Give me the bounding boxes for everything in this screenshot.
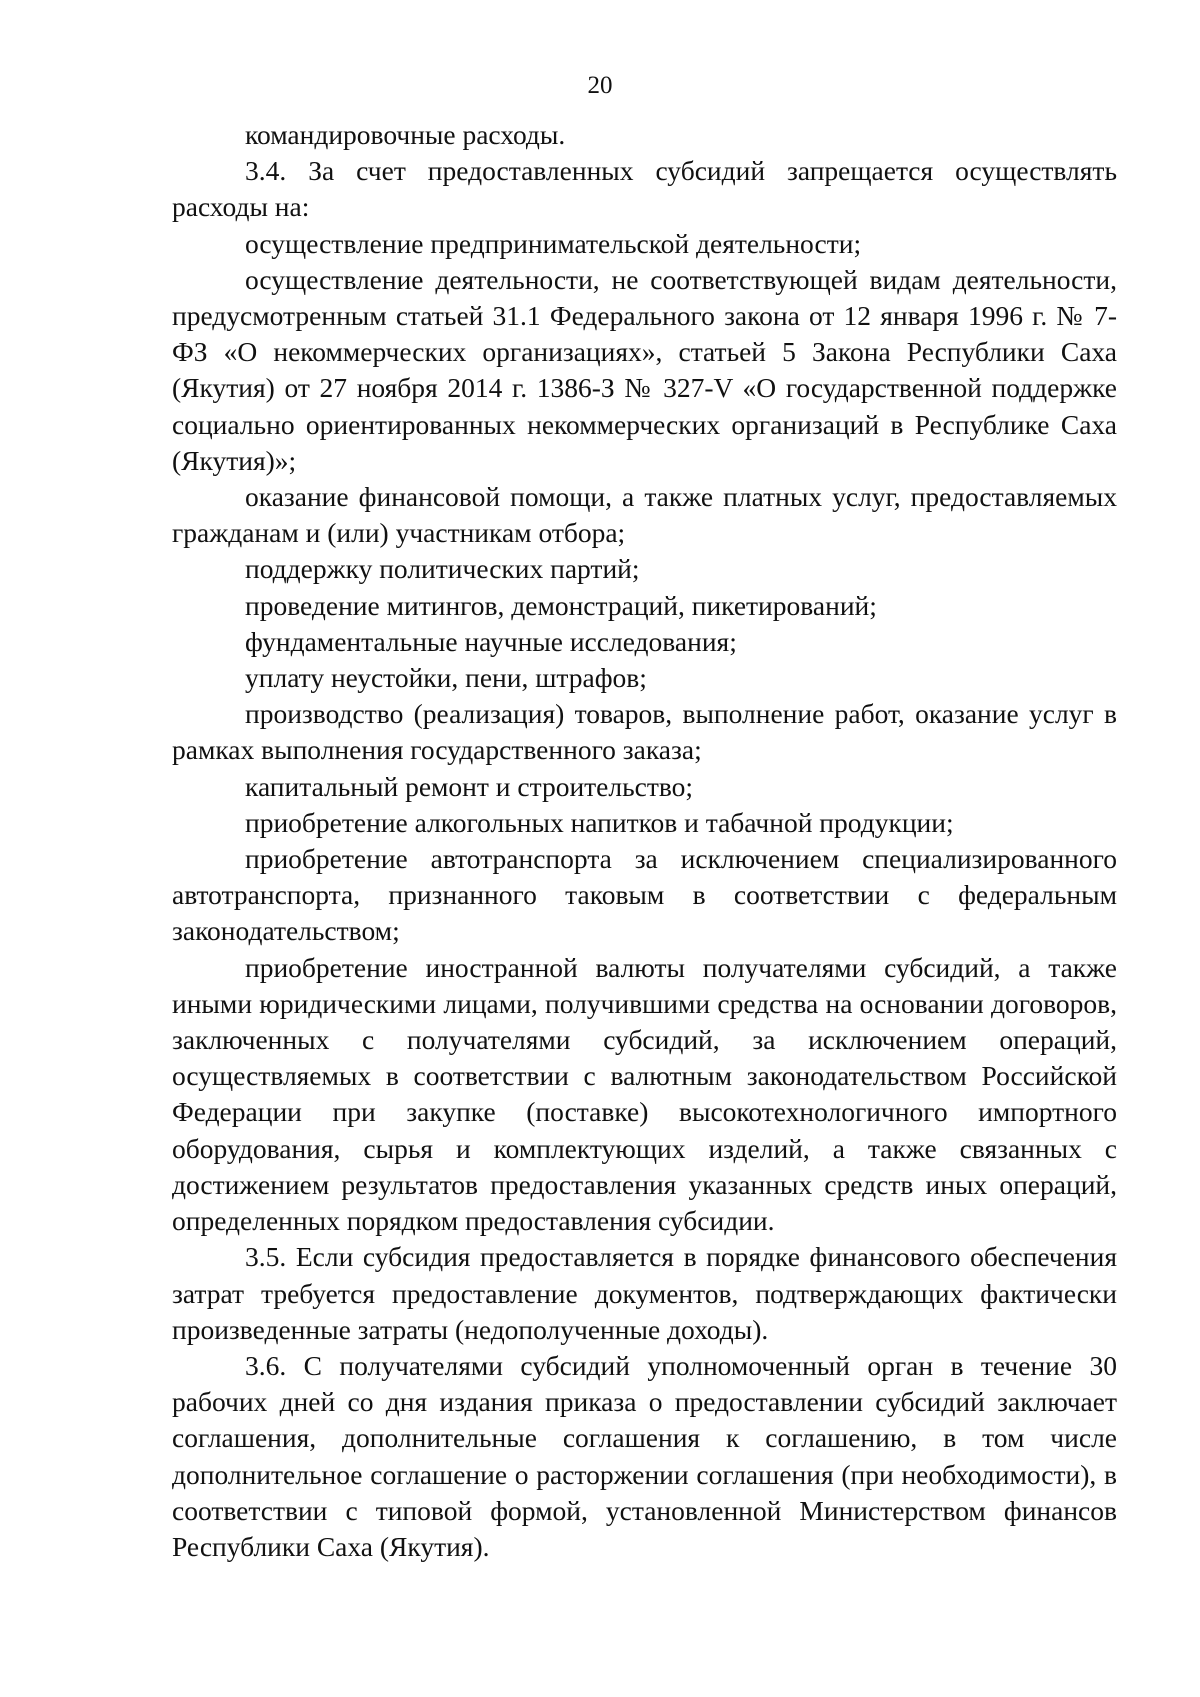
paragraph: осуществление предпринимательской деятельности; — [245, 227, 862, 259]
document-body — [172, 117, 1117, 1565]
paragraph: оказание финансовой помощи, а также платных услуг, предоставляемых гражданам и (или) участникам отбора; — [172, 481, 1117, 549]
paragraph: производство (реализация) товаров, выполнение работ, оказание услуг в рамках выполнения государственного заказа; — [172, 698, 1117, 766]
paragraph: командировочные расходы. — [245, 119, 566, 150]
paragraph: приобретение алкогольных напитков и табачной продукции; — [245, 806, 954, 838]
paragraph: осуществление деятельности, не соответствующей видам деятельности, предусмотренным статьей 31.1 Федерального закона от 12 января 1996 г. № 7-ФЗ «О некоммерческих организациях», статьей 5 Закона Республики Саха (Якутия) от 27 ноября 2014 г. 1386-З № 327-V «О государственной поддержке социально ориентированных некоммерческих организаций в Республике Саха (Якутия)»; — [172, 263, 1117, 476]
page-number: 20 — [587, 72, 613, 99]
paragraph: фундаментальные научные исследования; — [245, 625, 737, 657]
paragraph: 3.4. За счет предоставленных субсидий запрещается осуществлять расходы на: — [172, 155, 1117, 223]
paragraph: уплату неустойки, пени, штрафов; — [245, 662, 647, 694]
paragraph: проведение митингов, демонстраций, пикетирований; — [245, 589, 877, 621]
paragraph: приобретение иностранной валюты получателями субсидий, а также иными юридическими лицами, получившими средства на основании договоров, заключенных с получателями субсидий, за исключением операций, осуществляемых в соответствии с валютным законодательством Российской Федерации при закупке (поставке) высокотехнологичного импортного оборудования, сырья и комплектующих изделий, а также связанных с достижением результатов предоставления указанных средств иных операций, определенных порядком предоставления субсидии. — [172, 951, 1117, 1237]
paragraph: 3.5. Если субсидия предоставляется в порядке финансового обеспечения затрат требуется предоставление документов, подтверждающих фактически произведенные затраты (недополученные доходы). — [172, 1241, 1117, 1345]
paragraph: 3.6. С получателями субсидий уполномоченный орган в течение 30 рабочих дней со дня издания приказа о предоставлении субсидий заключает соглашения, дополнительные соглашения к соглашению, в том числе дополнительное соглашение о расторжении соглашения (при необходимости), в соответствии с типовой формой, установленной Министерством финансов Республики Саха (Якутия). — [172, 1349, 1117, 1562]
paragraph: капитальный ремонт и строительство; — [245, 770, 694, 802]
paragraph: приобретение автотранспорта за исключением специализированного автотранспорта, признанного таковым в соответствии с федеральным законодательством; — [172, 843, 1117, 947]
paragraph: поддержку политических партий; — [245, 553, 640, 585]
